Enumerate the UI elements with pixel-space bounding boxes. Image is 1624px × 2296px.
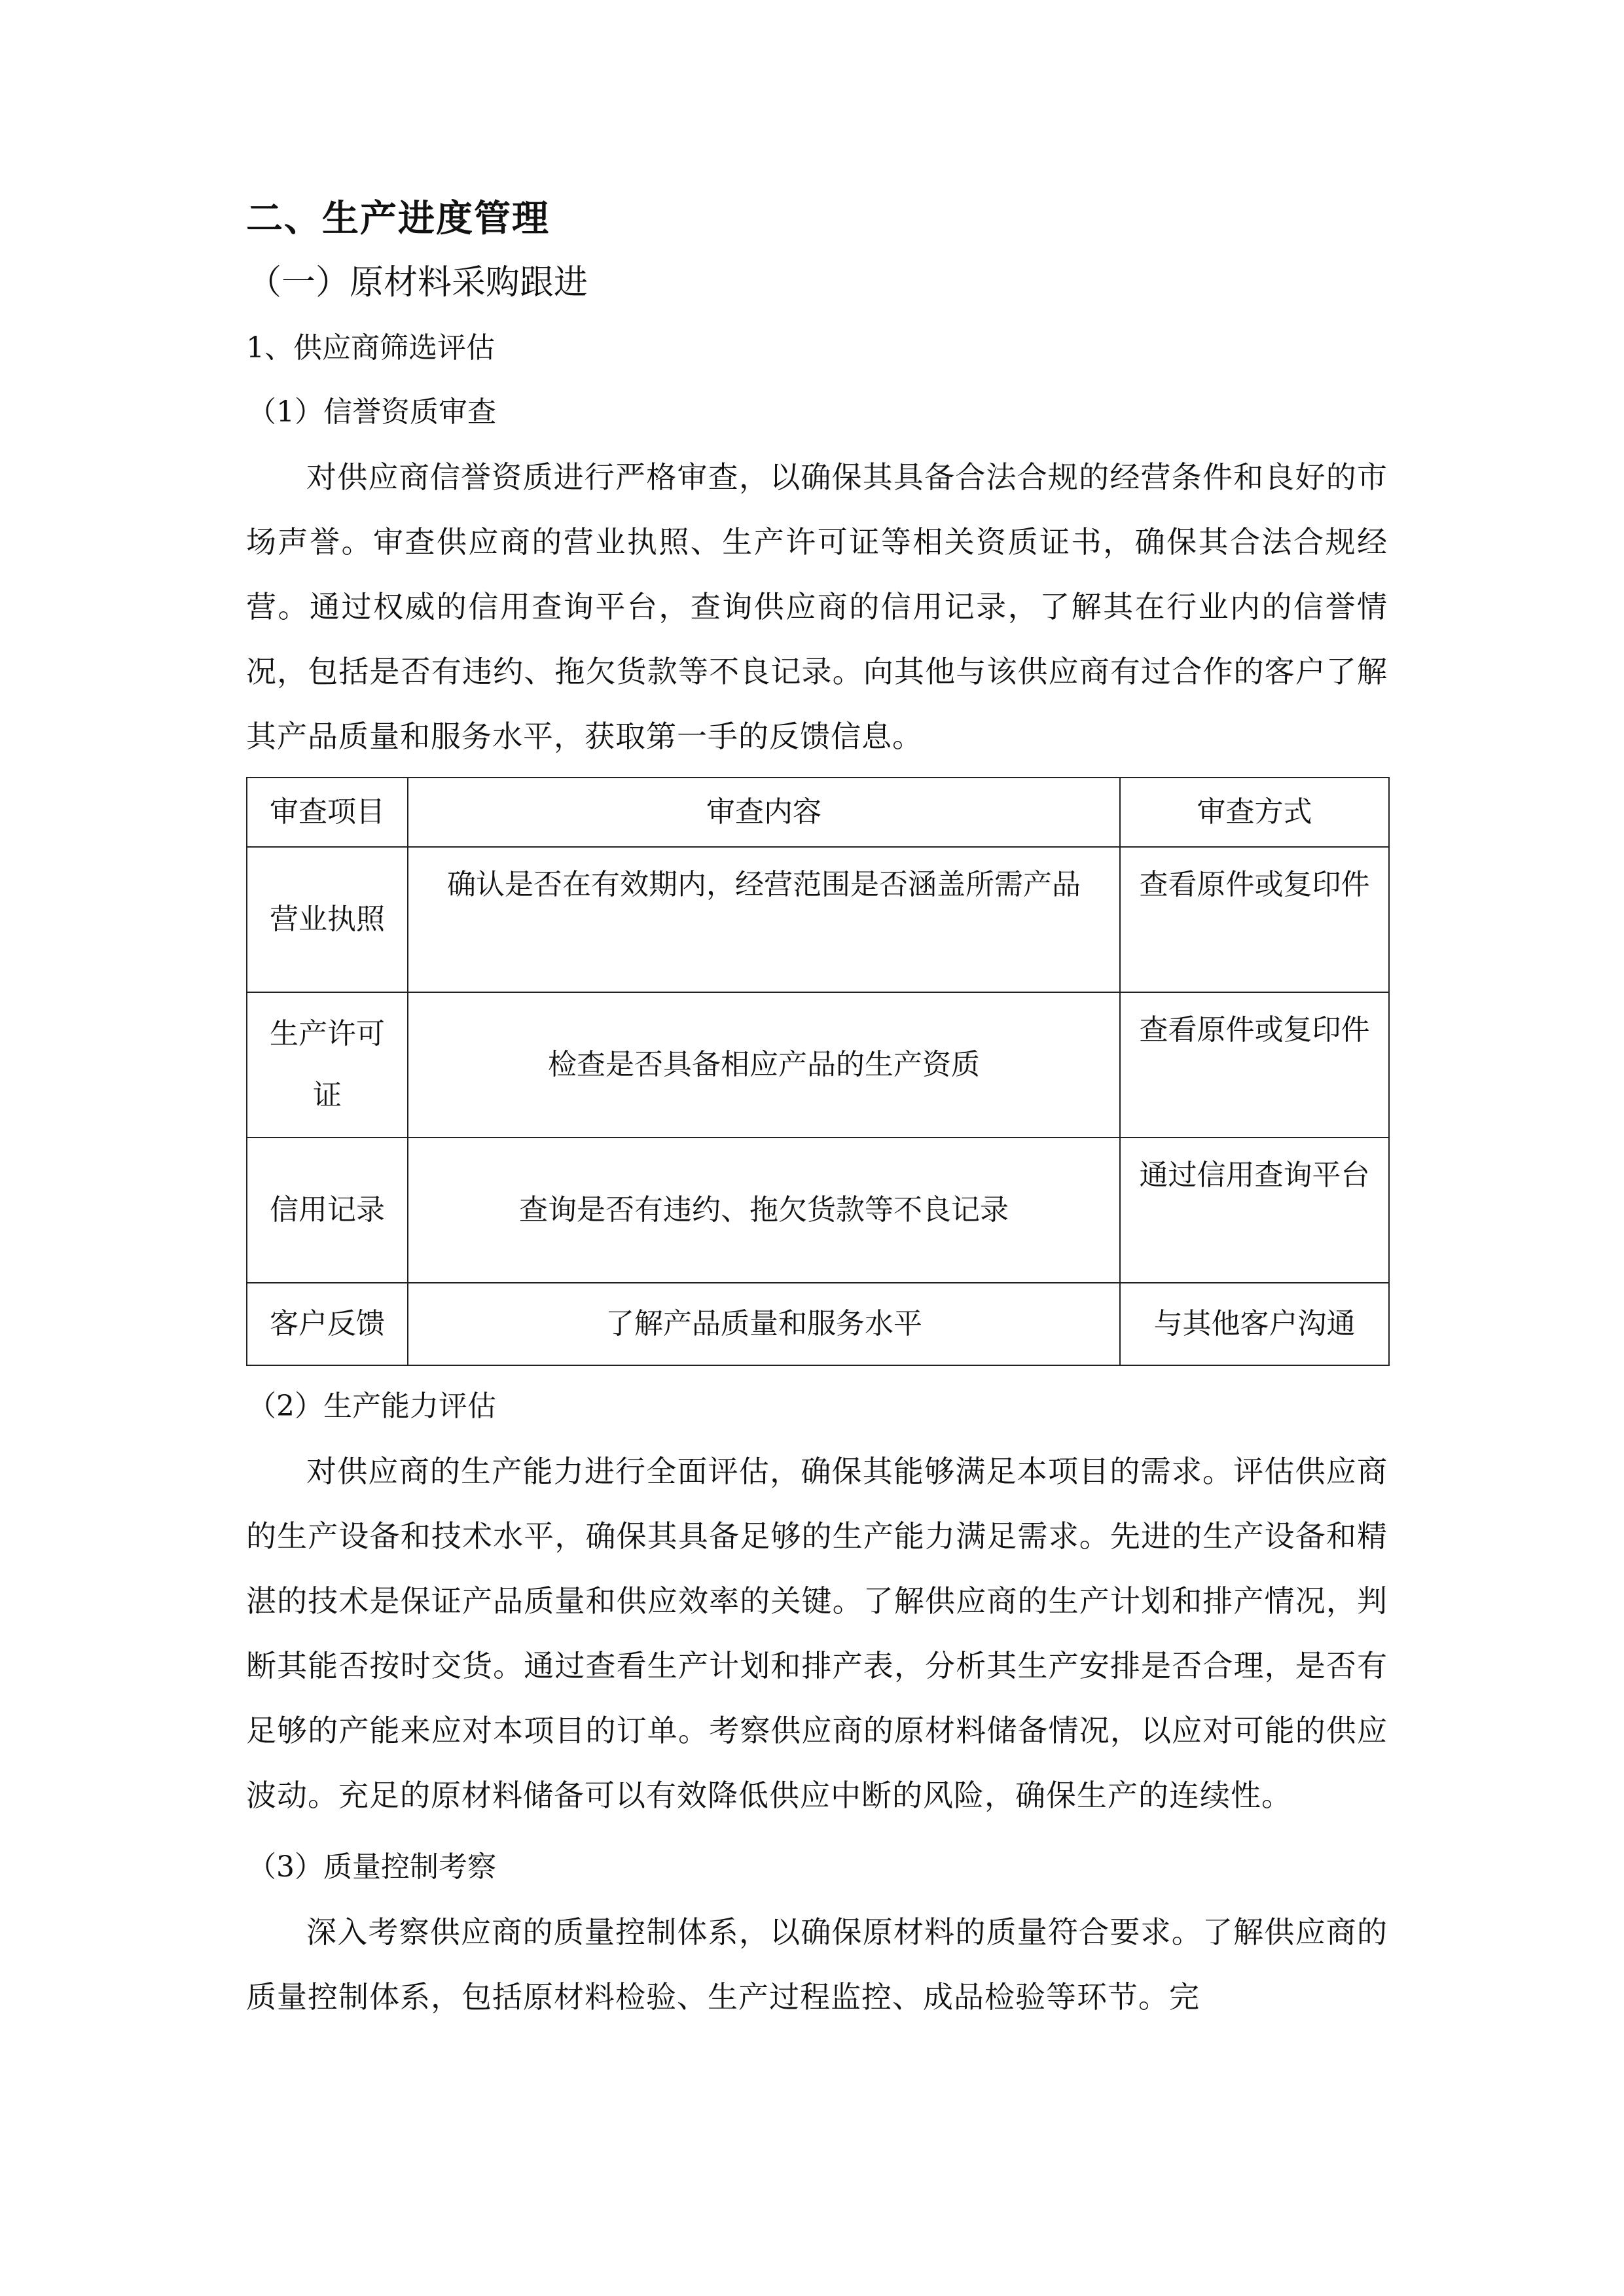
paragraph-quality-control: 深入考察供应商的质量控制体系，以确保原材料的质量符合要求。了解供应商的质量控制体系，包括原材料检验、生产过程监控、成品检验等环节。完 <box>246 1914 1388 2015</box>
table-row <box>247 1283 1389 1365</box>
header-cell-method: 审查方式 <box>1120 778 1389 847</box>
header-cell-content: 审查内容 <box>408 778 1120 847</box>
paragraph-capacity-assessment: 对供应商的生产能力进行全面评估，确保其能够满足本项目的需求。评估供应商的生产设备和技术水平，确保其具备足够的生产能力满足需求。先进的生产设备和精湛的技术是保证产品质量和供应效率的关键。了解供应商的生产计划和排产情况，判断其能否按时交货。通过查看生产计划和排产表，分析其生产安排是否合理，是否有足够的产能来应对本项目的订单。考察供应商的原材料储备情况，以应对可能的供应波动。充足的原材料储备可以有效降低供应中断的风险，确保生产的连续性。 <box>246 1454 1388 1813</box>
section-title-capacity-assessment: （2）生产能力评估 <box>247 1390 496 1423</box>
review-table <box>246 777 1390 1366</box>
cell-item: 营业执照 <box>247 847 408 992</box>
cell-content: 检查是否具备相应产品的生产资质 <box>408 992 1120 1138</box>
cell-content: 了解产品质量和服务水平 <box>408 1283 1120 1365</box>
cell-method: 与其他客户沟通 <box>1120 1283 1389 1365</box>
heading-level-3: 1、供应商筛选评估 <box>246 331 495 365</box>
table-row <box>247 847 1389 992</box>
header-cell-item: 审查项目 <box>247 778 408 847</box>
cell-content: 确认是否在有效期内，经营范围是否涵盖所需产品 <box>408 847 1120 992</box>
table-row <box>247 1138 1389 1283</box>
heading-level-2: （一）原材料采购跟进 <box>247 263 588 302</box>
cell-method: 查看原件或复印件 <box>1120 847 1389 992</box>
heading-level-1: 二、生产进度管理 <box>246 198 550 240</box>
paragraph-credit-review: 对供应商信誉资质进行严格审查，以确保其具备合法合规的经营条件和良好的市场声誉。审查供应商的营业执照、生产许可证等相关资质证书，确保其合法合规经营。通过权威的信用查询平台，查询供应商的信用记录，了解其在行业内的信誉情况，包括是否有违约、拖欠货款等不良记录。向其他与该供应商有过合作的客户了解其产品质量和服务水平，获取第一手的反馈信息。 <box>246 459 1388 754</box>
table-row <box>247 992 1389 1138</box>
section-title-quality-control: （3）质量控制考察 <box>247 1850 496 1884</box>
page-content <box>246 190 1388 2030</box>
section-title-credit-review: （1）信誉资质审查 <box>247 395 496 429</box>
cell-content: 查询是否有违约、拖欠货款等不良记录 <box>408 1138 1120 1283</box>
cell-item: 信用记录 <box>247 1138 408 1283</box>
cell-item: 客户反馈 <box>247 1283 408 1365</box>
cell-method: 查看原件或复印件 <box>1120 992 1389 1138</box>
cell-item: 生产许可证 <box>247 992 408 1138</box>
table-header-row <box>247 778 1389 847</box>
cell-method: 通过信用查询平台 <box>1120 1138 1389 1283</box>
